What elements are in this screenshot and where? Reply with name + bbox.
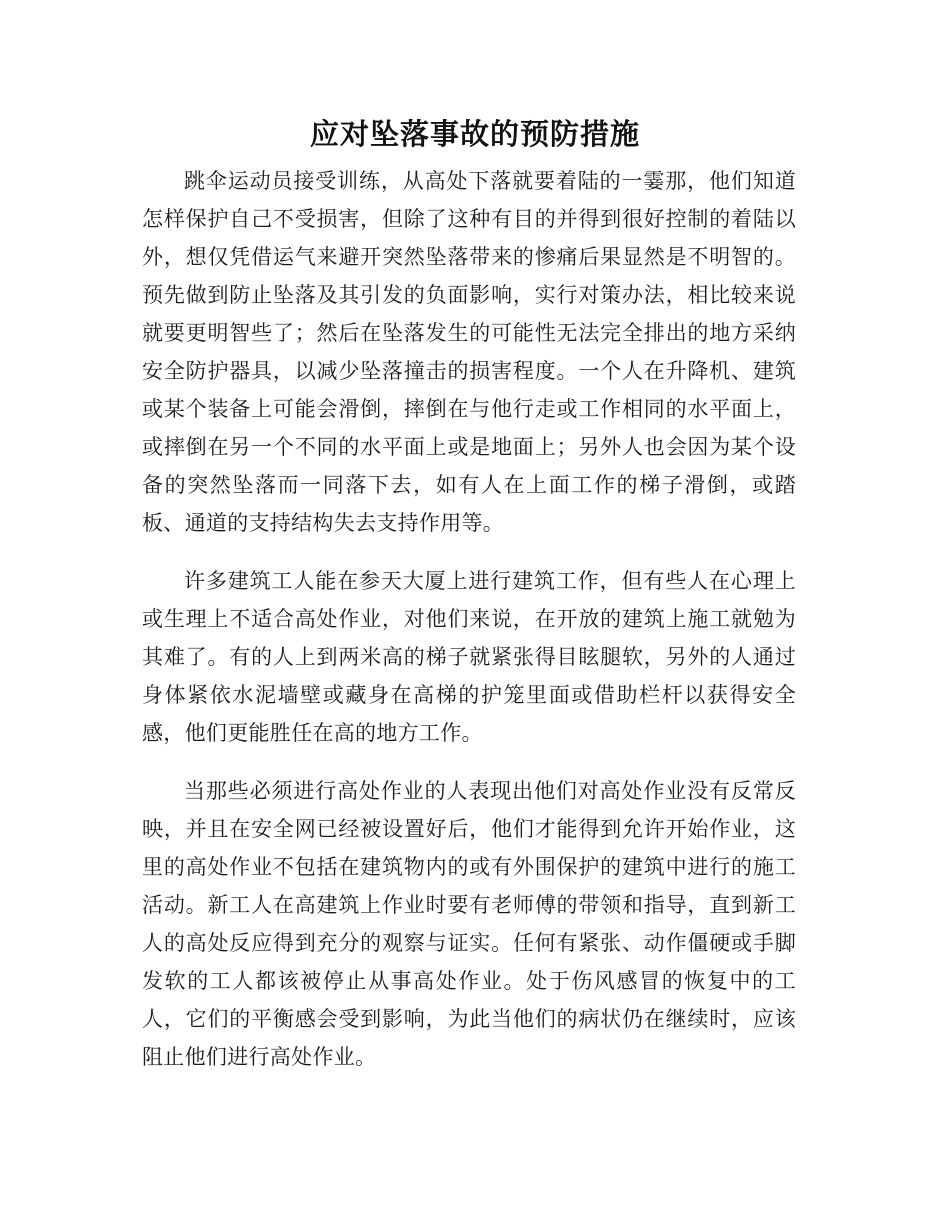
paragraph-2: 许多建筑工人能在参天大厦上进行建筑工作，但有些人在心理上或生理上不适合高处作业，对他们来说，在开放的建筑上施工就勉为其难了。有的人上到两米高的梯子就紧张得目眩腿软，另外的人通过身体紧依水泥墙壁或藏身在高梯的护笼里面或借助栏杆以获得安全感，他们更能胜任在高的地方工作。 (142, 569, 796, 745)
document-body (142, 162, 796, 1076)
paragraph-1: 跳伞运动员接受训练，从高处下落就要着陆的一霎那，他们知道怎样保护自己不受损害，但除了这种有目的并得到很好控制的着陆以外，想仅凭借运气来避开突然坠落带来的惨痛后果显然是不明智的。预先做到防止坠落及其引发的负面影响，实行对策办法，相比较来说就要更明智些了；然后在坠落发生的可能性无法完全排出的地方采纳安全防护器具，以减少坠落撞击的损害程度。一个人在升降机、建筑或某个装备上可能会滑倒，摔倒在与他行走或工作相同的水平面上，或摔倒在另一个不同的水平面上或是地面上；另外人也会因为某个设备的突然坠落而一同落下去，如有人在上面工作的梯子滑倒，或踏板、通道的支持结构失去支持作用等。 (142, 169, 796, 535)
paragraph-3: 当那些必须进行高处作业的人表现出他们对高处作业没有反常反映，并且在安全网已经被设置好后，他们才能得到允许开始作业，这里的高处作业不包括在建筑物内的或有外围保护的建筑中进行的施工活动。新工人在高建筑上作业时要有老师傅的带领和指导，直到新工人的高处反应得到充分的观察与证实。任何有紧张、动作僵硬或手脚发软的工人都该被停止从事高处作业。处于伤风感冒的恢复中的工人，它们的平衡感会受到影响，为此当他们的病状仍在继续时，应该阻止他们进行高处作业。 (142, 779, 796, 1069)
document-title: 应对坠落事故的预防措施 (309, 117, 640, 151)
